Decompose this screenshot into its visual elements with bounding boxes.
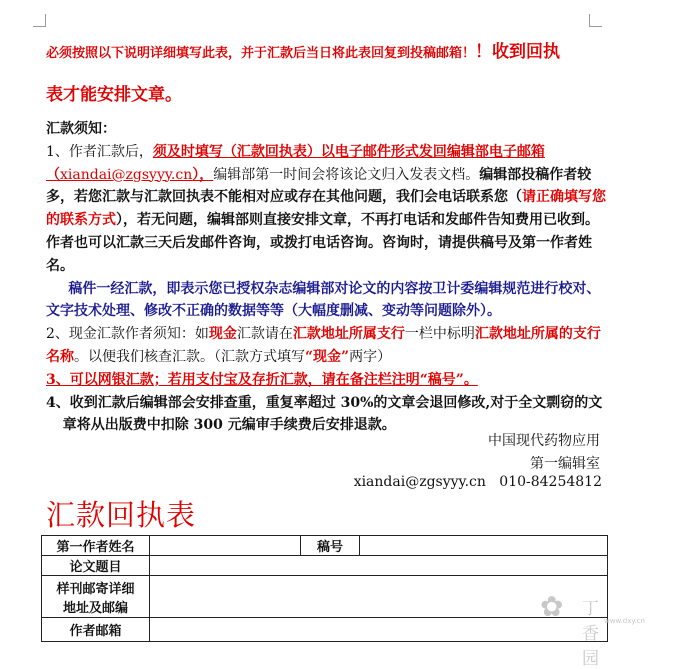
signature-contact bbox=[354, 474, 602, 490]
table-row bbox=[42, 556, 608, 576]
instruction-1 bbox=[46, 141, 606, 278]
mailing-address-field[interactable] bbox=[150, 576, 608, 618]
form-title: 汇款回执表 bbox=[46, 498, 197, 532]
instruction-4-part-c: 的文章会退回修改,对于全文剽窃的文章将从出版费中扣除 300 元编审手续费后安排退款。 bbox=[62, 394, 603, 434]
notice-line-1-text: 必须按照以下说明详细填写此表，并于汇款后当日将此表回复到投稿邮箱！ bbox=[46, 46, 476, 61]
instruction-authorization: 稿件一经汇款，即表示您已授权杂志编辑部对论文的内容按卫计委编辑规范进行校对、文字技术处理、修改不正确的数据等等（大幅度删减、变动等问题除外）。 bbox=[46, 280, 601, 320]
author-email-field[interactable] bbox=[150, 618, 608, 642]
author-email-label: 作者邮箱 bbox=[42, 618, 150, 642]
dxy-logo-icon: ✿ bbox=[540, 590, 564, 623]
signature-phone: 010-84254812 bbox=[499, 474, 602, 490]
notice bbox=[46, 42, 616, 105]
instruction-2-part-i: 两字） bbox=[349, 348, 392, 365]
mailing-address-label-line-1: 样刊邮寄详细 bbox=[56, 581, 135, 597]
instruction-2-part-e: 一栏中标明 bbox=[404, 326, 475, 343]
table-row bbox=[42, 576, 608, 618]
instruction-2-branch-name: 汇款地址所属的支行名称 bbox=[46, 326, 601, 365]
mailing-address-label-line-2: 地址及邮编 bbox=[62, 600, 128, 616]
watermark-url: www.dxy.cn bbox=[604, 617, 645, 625]
table-row bbox=[42, 618, 608, 642]
author-name-label: 第一作者姓名 bbox=[42, 536, 150, 556]
notice-line-1-emphasis: ！收到回执 bbox=[475, 42, 561, 62]
table-row bbox=[42, 536, 608, 556]
paper-title-label: 论文题目 bbox=[42, 556, 150, 576]
notice-line-1 bbox=[46, 42, 616, 64]
remittance-form-table bbox=[41, 535, 608, 642]
instruction-2-cash-label: “现金” bbox=[305, 348, 350, 365]
instruction-1-contact-note: 请正确填写您的联系方式 bbox=[46, 189, 606, 229]
instruction-2-cash: 现金 bbox=[208, 326, 237, 343]
paper-title-field[interactable] bbox=[150, 556, 608, 576]
instruction-2-part-g: 。以便我们核查汇款。（汇款方式填写 bbox=[74, 348, 305, 365]
instruction-2-branch: 汇款地址所属支行 bbox=[292, 326, 405, 343]
instruction-1-part-h: ），若无问题，编辑部则直接安排文章，不再打电话和发邮件告知费用已收到。作者也可以汇款三天后发邮件咨询，或拨打电话咨询。咨询时，请提供稿号及第一作者姓名。 bbox=[46, 212, 599, 274]
watermark-brand: 丁香园 bbox=[582, 599, 600, 669]
instruction-2-part-a: 2、现金汇款作者须知：如 bbox=[46, 326, 209, 343]
manuscript-no-field[interactable] bbox=[360, 536, 608, 556]
page-corner-mark-left bbox=[33, 14, 46, 27]
instruction-2 bbox=[46, 323, 606, 369]
page-corner-mark-right bbox=[589, 14, 602, 27]
instruction-1-part-d: ）， bbox=[192, 166, 214, 183]
instruction-4-percent: 30% bbox=[340, 394, 374, 411]
signature-dept: 第一编辑室 bbox=[530, 456, 600, 472]
instruction-3: 3、可以网银汇款；若用支付宝及存折汇款，请在备注栏注明“稿号”。 bbox=[46, 371, 478, 388]
instruction-1-part-e: 编辑部第一时间会将该论文归入发表文档。 bbox=[213, 166, 480, 183]
author-name-field[interactable] bbox=[150, 536, 301, 556]
instruction-1-part-b: 须及时填写（汇款回执表）以电子邮件形式发回编辑部电子邮箱（ bbox=[46, 143, 545, 183]
instruction-1-part-f: 编辑部投稿作者较多，若您汇款与汇款回执表不能相对应或存在其他问题，我们会电话联系您（ bbox=[46, 166, 592, 206]
notice-line-2: 表才能安排文章。 bbox=[46, 85, 182, 105]
remittance-instructions bbox=[46, 118, 606, 437]
signature-email: xiandai@zgsyyy.cn bbox=[353, 474, 486, 490]
instruction-1-email: xiandai@zgsyyy.cn bbox=[60, 166, 193, 183]
instruction-1-part-a: 1、作者汇款后， bbox=[46, 143, 153, 160]
mailing-address-label bbox=[42, 576, 150, 618]
instruction-2-part-c: 汇款请在 bbox=[236, 326, 293, 343]
instruction-4-part-a: 4、收到汇款后编辑部会安排查重，重复率超过 bbox=[46, 394, 341, 411]
signature-org: 中国现代药物应用 bbox=[488, 433, 600, 449]
instructions-heading: 汇款须知： bbox=[46, 121, 116, 137]
manuscript-no-label: 稿号 bbox=[301, 536, 360, 556]
